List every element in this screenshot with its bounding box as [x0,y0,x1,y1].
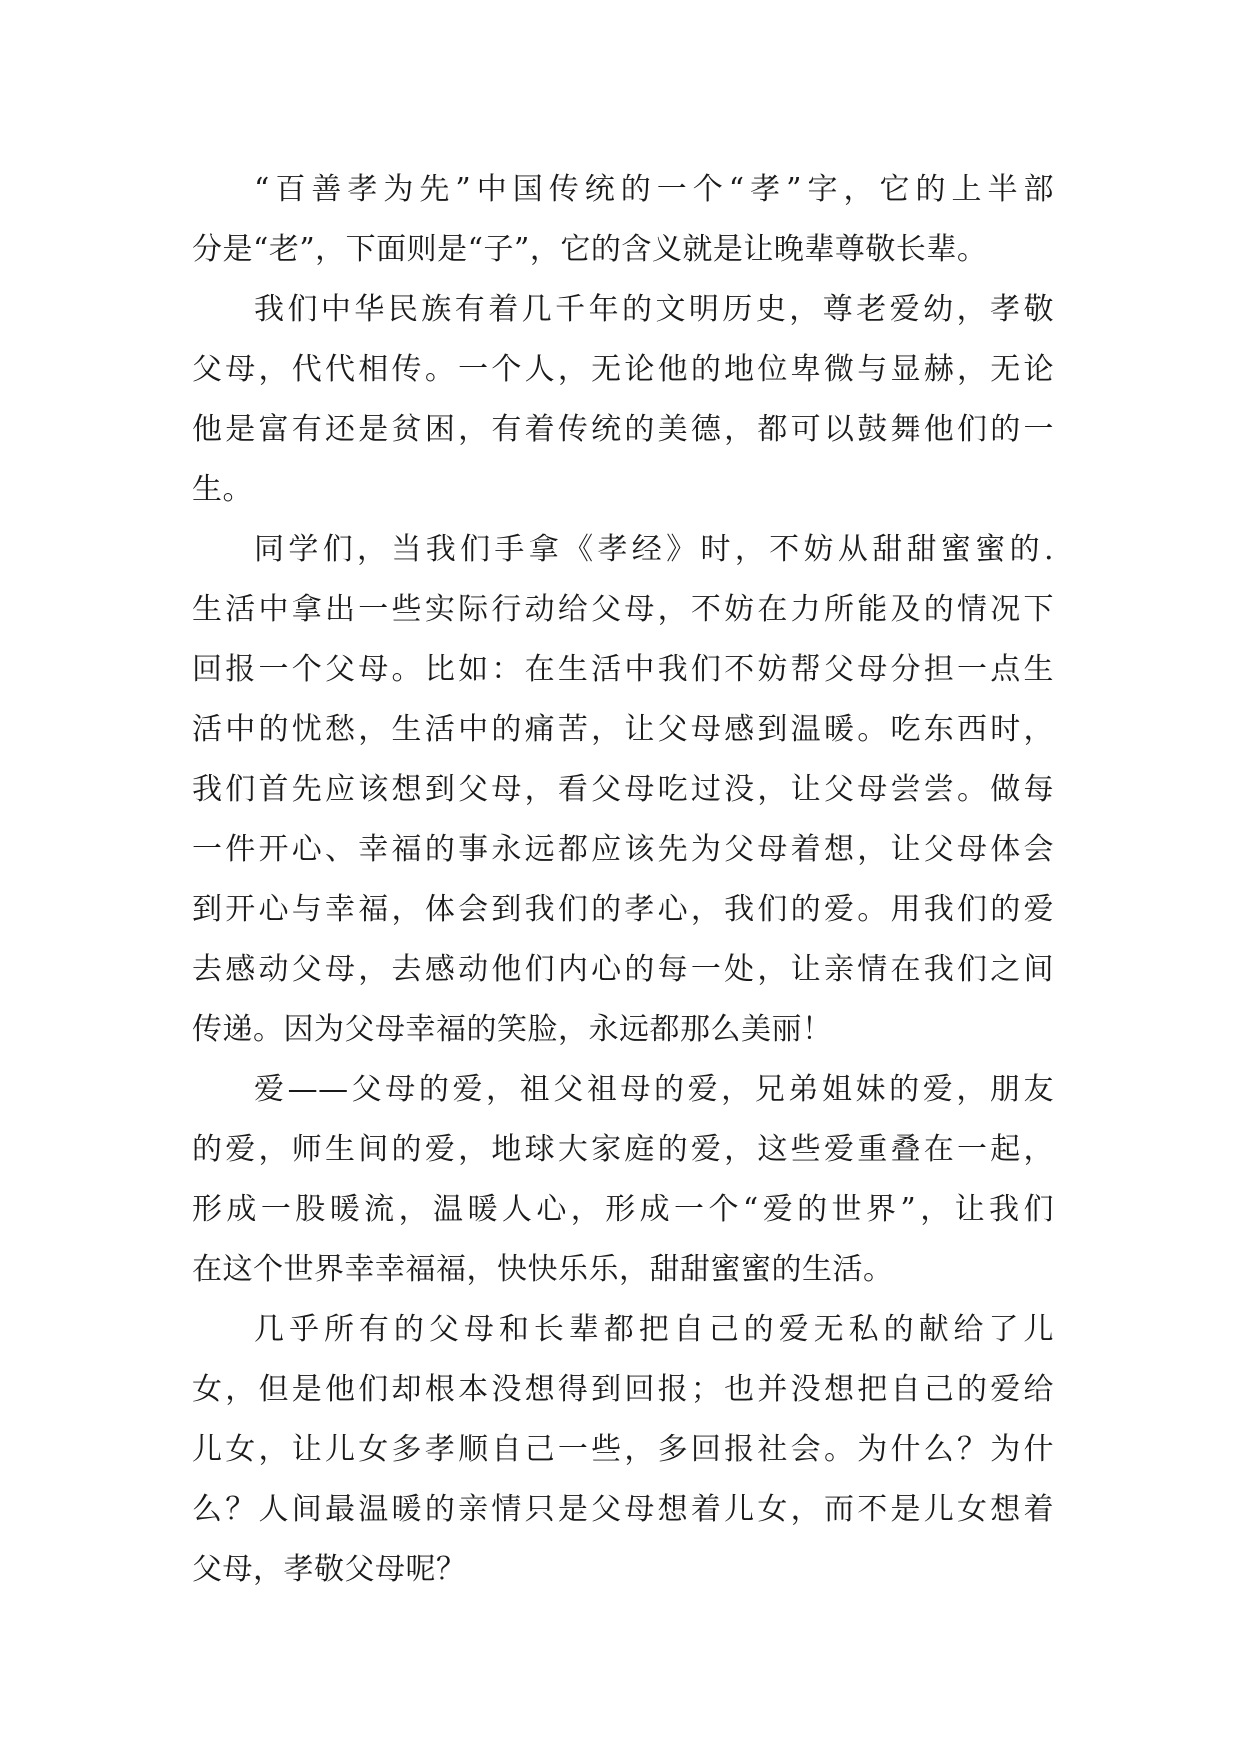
text-line: 同学们，当我们手拿《孝经》时，不妨从甜甜蜜蜜的. [254,532,1054,567]
paragraph-3 [192,520,1054,1060]
text-line: 回报一个父母。比如：在生活中我们不妨帮父母分担一点生 [192,652,1054,687]
text-line: 几乎所有的父母和长辈都把自己的爱无私的献给了儿 [254,1312,1054,1347]
text-line: 到开心与幸福，体会到我们的孝心，我们的爱。用我们的爱 [192,892,1054,927]
text-line: 分是“老”，下面则是“子”，它的含义就是让晚辈尊敬长辈。 [192,232,988,267]
text-line: 的爱，师生间的爱，地球大家庭的爱，这些爱重叠在一起， [192,1132,1054,1167]
text-line: 在这个世界幸幸福福，快快乐乐，甜甜蜜蜜的生活。 [192,1252,894,1287]
paragraph-4 [192,1060,1054,1300]
text-line: 爱——父母的爱，祖父祖母的爱，兄弟姐妹的爱，朋友 [254,1072,1054,1107]
text-line: 么？人间最温暖的亲情只是父母想着儿女，而不是儿女想着 [192,1492,1054,1527]
text-line: 去感动父母，去感动他们内心的每一处，让亲情在我们之间 [192,952,1054,987]
text-line: 父母，孝敬父母呢？ [192,1552,467,1587]
text-line: 我们首先应该想到父母，看父母吃过没，让父母尝尝。做每 [192,772,1054,807]
text-line: 女，但是他们却根本没想得到回报；也并没想把自己的爱给 [192,1372,1054,1407]
text-line: 形成一股暖流，温暖人心，形成一个“爱的世界”，让我们 [192,1192,1054,1227]
text-line: 生。 [192,472,253,507]
text-line: 传递。因为父母幸福的笑脸，永远都那么美丽！ [192,1012,833,1047]
text-line: 一件开心、幸福的事永远都应该先为父母着想，让父母体会 [192,832,1054,867]
text-line: 我们中华民族有着几千年的文明历史，尊老爱幼，孝敬 [254,292,1054,327]
paragraph-5 [192,1300,1054,1600]
document-body [192,160,1054,1600]
paragraph-2 [192,280,1054,520]
text-line: 生活中拿出一些实际行动给父母，不妨在力所能及的情况下 [192,592,1054,627]
text-line: “百善孝为先”中国传统的一个“孝”字，它的上半部 [254,172,1054,207]
paragraph-1 [192,160,1054,280]
text-line: 活中的忧愁，生活中的痛苦，让父母感到温暖。吃东西时， [192,712,1054,747]
text-line: 儿女，让儿女多孝顺自己一些，多回报社会。为什么？为什 [192,1432,1054,1467]
text-line: 父母，代代相传。一个人，无论他的地位卑微与显赫，无论 [192,352,1054,387]
text-line: 他是富有还是贫困，有着传统的美德，都可以鼓舞他们的一 [192,412,1054,447]
